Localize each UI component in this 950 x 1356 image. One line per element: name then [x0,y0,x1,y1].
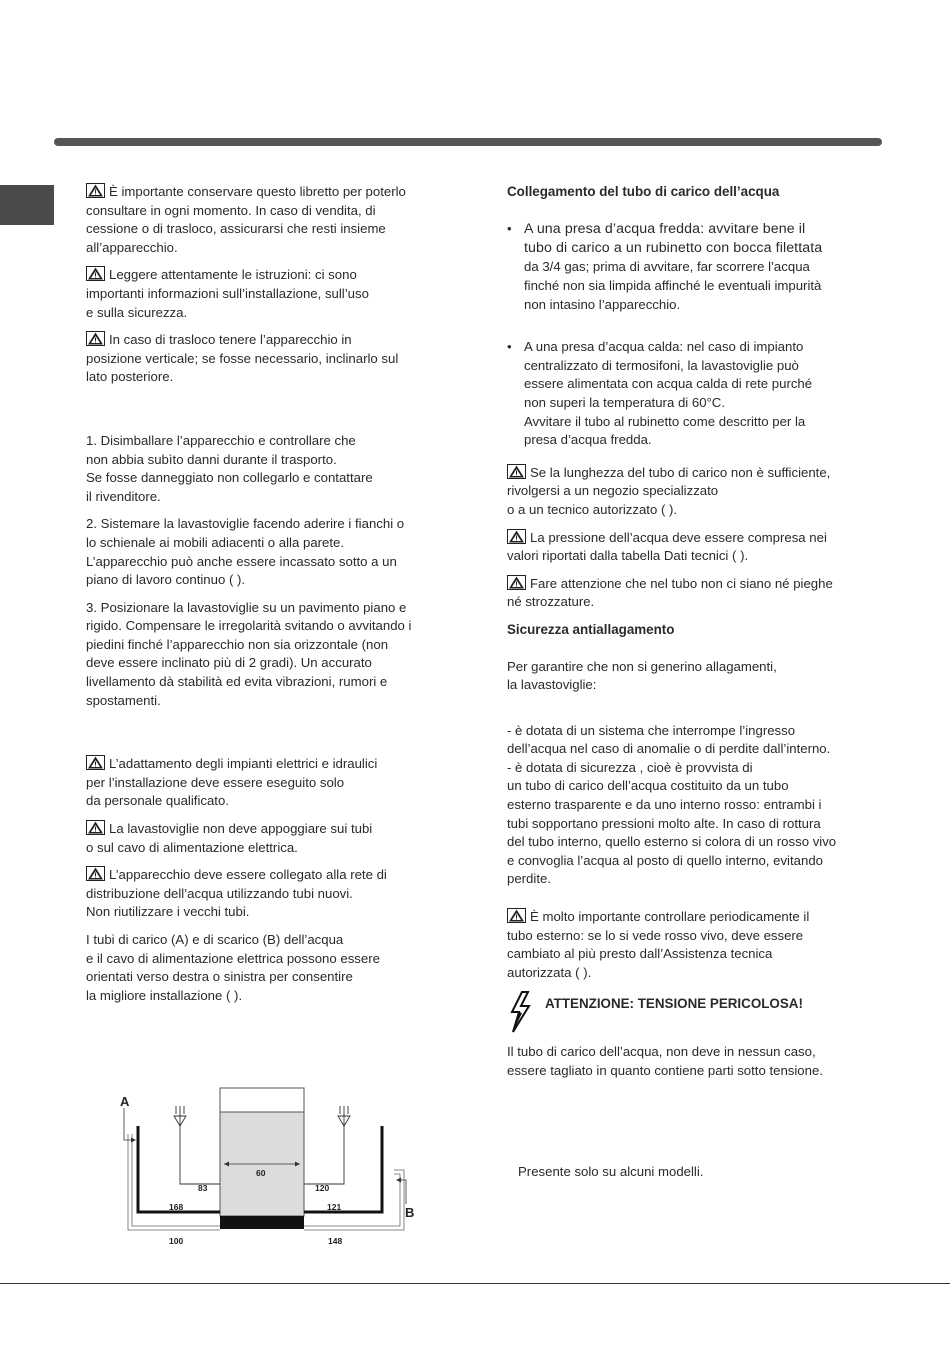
dimension-60: 60 [256,1168,266,1178]
warning-text: Leggere attentamente le istruzioni: ci sono importanti informazioni sull’installazione, sull’uso e sulla sicurezza. [86,267,369,320]
warning-new-hoses [86,866,461,922]
warning-triangle-icon [86,266,105,281]
section-heading-water-connection: Collegamento del tubo di carico dell’acqua [507,184,780,199]
warning-text: L’apparecchio deve essere collegato alla rete di distribuzione dell’acqua utilizzando tubi nuovi. Non riutilizzare i vecchi tubi. [86,867,387,920]
step-unpack: 1. Disimballare l’apparecchio e controllare che non abbia subìto danni durante il trasporto. Se fosse danneggiato non collegarlo e contattare il rivenditore. [86,432,373,504]
warning-triangle-icon [86,866,105,881]
warning-text: L’adattamento degli impianti elettrici e idraulici per l’installazione deve essere eseguito solo da personale qualificato. [86,756,378,809]
label-b: B [405,1205,415,1220]
warning-text: In caso di trasloco tenere l’apparecchio in posizione verticale; se fosse necessario, inclinarlo sul lato posteriore. [86,332,399,385]
anti-flood-item-safety-hose: - è dotata di sicurezza , cioè è provvista di un tubo di carico dell’acqua costituito da un tubo esterno trasparente e da uno interno rosso: entrambi i tubi sopportano pressioni molto alte. In caso di rottura del tubo interno, quello esterno si colora di un rosso vivo e convoglia l’acqua al posto di quello interno, evitando perdite. [507,759,837,887]
label-a: A [120,1094,130,1109]
footnote: Presente solo su alcuni modelli. [518,1164,704,1179]
bullet-dot: • [507,339,512,355]
anti-flood-item-system: - è dotata di un sistema che interrompe l’ingresso dell’acqua nel caso di anomalie o di perdite dall’interno. [507,722,831,757]
arrowhead [396,1178,401,1183]
bullet-hot-water [507,338,889,450]
tap-icon [174,1106,220,1184]
dimension-100: 100 [169,1236,184,1246]
appliance-base [220,1216,304,1229]
bullet-text: da 3/4 gas; prima di avvitare, far scorrere l’acqua finché non sia limpida affinché le eventuali impurità non intasino l’apparecchio. [524,259,822,312]
warning-text: La pressione dell’acqua deve essere compresa nei valori riportati dalla tabella Dati tecnici ( ). [507,529,827,564]
dimension-121: 121 [327,1202,342,1212]
inlet-hose-b [304,1126,382,1212]
warning-hose-length [507,464,889,520]
tap-icon [304,1106,350,1184]
warning-text: È importante conservare questo libretto per poterlo consultare in ogni momento. In caso di vendita, di cessione o di trasloco, assicurarsi che resti insieme all’apparecchio. [86,184,406,255]
dimension-148: 148 [328,1236,343,1246]
bullet-cold-water [507,220,889,315]
warning-text: La lavastoviglie non deve appoggiare sui tubi o sul cavo di alimentazione elettrica. [86,821,373,855]
warning-triangle-icon [507,464,526,479]
inlet-hose-a [138,1126,220,1212]
left-column [86,183,461,1014]
warning-text: Se la lunghezza del tubo di carico non è sufficiente, rivolgersi a un negozio specializzato o a un tecnico autorizzato ( ). [507,464,831,517]
danger-text: Il tubo di carico dell’acqua, non deve in nessun caso, essere tagliato in quanto contiene parti sotto tensione. [507,1044,823,1078]
warning-water-pressure [507,529,889,566]
warning-conserve-manual [86,183,461,257]
dimension-83: 83 [198,1183,208,1193]
hoses-orientation-text: I tubi di carico (A) e di scarico (B) dell’acqua e il cavo di alimentazione elettrica possono essere orientati verso destra o sinistra per consentire la migliore installazione ( ). [86,932,380,1003]
appliance-top [220,1088,304,1112]
warning-read-instructions [86,266,461,322]
right-column [507,183,889,1090]
warning-text: È molto importante controllare periodicamente il tubo esterno: se lo si vede rosso vivo, deve essere cambiato al più presto dall’Assistenza tecnica autorizzata ( ). [507,909,810,980]
pointer-b [398,1180,406,1204]
section-heading-anti-flood: Sicurezza antiallagamento [507,621,675,637]
arrowhead [131,1138,136,1143]
warning-moving [86,331,461,387]
footer-rule [0,1283,950,1284]
warning-qualified-staff [86,755,461,811]
bullet-dot: • [507,220,512,236]
warning-check-hose [507,908,889,982]
dimension-168: 168 [169,1202,184,1212]
dimension-120: 120 [315,1183,330,1193]
bullet-text-large: A una presa d’acqua fredda: avvitare bene il tubo di carico a un rubinetto con bocca filettata [524,220,823,256]
warning-triangle-icon [86,820,105,835]
bullet-text: A una presa d’acqua calda: nel caso di impianto centralizzato di termosifoni, la lavastoviglie può essere alimentata con acqua calda di rete purché non superi la temperatura di 60°C. Avvitare il tubo al rubinetto come descritto per la presa d’acqua fredda. [524,339,813,448]
danger-title: ATTENZIONE: TENSIONE PERICOLOSA! [545,996,803,1012]
warning-text: Fare attenzione che nel tubo non ci siano né pieghe né strozzature. [507,575,833,610]
warning-triangle-icon [507,529,526,544]
warning-triangle-icon [86,755,105,770]
step-level: 3. Posizionare la lavastoviglie su un pavimento piano e rigido. Compensare le irregolarità svitando o avvitando i piedini finché l’apparecchio non sia orizzontale (non deve essere inclinato più di 2 gradi). Un accurato livellamento dà stabilità ed evita vibrazioni, rumori e spostamenti. [86,599,412,708]
step-position: 2. Sistemare la lavastoviglie facendo aderire i fianchi o lo schienale ai mobili adiacenti o alla parete. L’apparecchio può anche essere incassato sotto a un piano di lavoro continuo ( ). [86,516,405,588]
warning-no-kinks [507,575,889,612]
anti-flood-intro: Per garantire che non si generino allagamenti, la lavastoviglie: [507,658,777,693]
language-tab [0,185,54,225]
warning-triangle-icon [86,331,105,346]
danger-voltage [507,991,889,1033]
drain-route-left [128,1134,220,1230]
warning-triangle-icon [507,575,526,590]
lightning-bolt-icon [507,991,535,1033]
warning-triangle-icon [507,908,526,923]
pointer-a [124,1108,134,1140]
hose-routing-diagram [110,1084,430,1254]
warning-hoses-cable [86,820,461,857]
header-rule [54,138,882,146]
drain-route-right [304,1170,404,1230]
warning-triangle-icon [86,183,105,198]
drain-route-right-inner [304,1174,400,1226]
